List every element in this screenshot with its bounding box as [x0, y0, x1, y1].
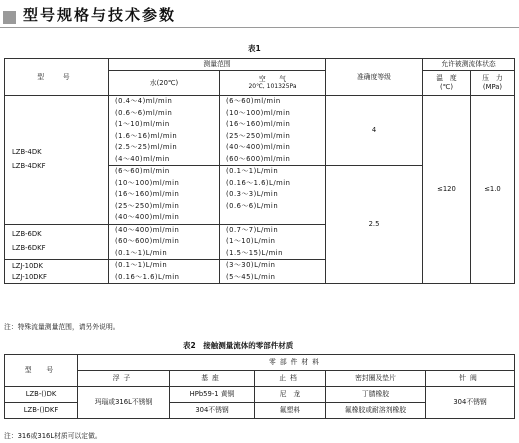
air-range-cell	[220, 224, 326, 260]
range-value: (10～100)ml/min	[115, 178, 180, 187]
spec-table	[4, 58, 515, 284]
pressure-value: ≤1.0	[471, 96, 515, 284]
page-title: 型号规格与技术参数	[23, 6, 177, 24]
header-square-icon	[3, 11, 16, 24]
model-cell: LZB-()DKF	[5, 403, 78, 419]
range-value: (4～40)ml/min	[115, 154, 170, 163]
model-label: LZJ-10DKF	[12, 272, 47, 281]
header-water: 水(20℃)	[109, 71, 220, 96]
model-label: LZJ-10DK	[12, 261, 43, 270]
header-temperature	[423, 71, 471, 96]
range-value: (0.1～1)L/min	[115, 248, 168, 257]
header-model: 型 号	[5, 59, 109, 96]
float-material: 玛瑙或316L不锈钢	[78, 387, 170, 419]
model-label: LZB-4DK	[12, 148, 42, 157]
header-base: 基座	[170, 371, 255, 387]
range-value: (6～60)ml/min	[226, 97, 281, 105]
range-value: (0.7～7)L/min	[226, 225, 279, 234]
range-value: (2.5～25)ml/min	[115, 143, 178, 151]
range-value	[220, 212, 325, 224]
base-material: 304不锈钢	[170, 403, 255, 419]
header-air-condition: 20℃, 101325Pa	[248, 83, 297, 91]
range-value: (0.6～6)L/min	[226, 201, 279, 210]
range-value: (0.4～4)ml/min	[115, 97, 173, 105]
header-stop: 止档	[255, 371, 326, 387]
header-temperature-label: 温 度	[436, 74, 457, 83]
range-value: (16～160)ml/min	[115, 190, 180, 198]
range-value: (0.1～1)L/min	[115, 261, 168, 269]
range-value: (60～600)ml/min	[115, 237, 180, 245]
range-value: (3～30)L/min	[226, 261, 276, 269]
water-range-cell	[109, 224, 220, 260]
stop-material: 氟塑料	[255, 403, 326, 419]
header-model: 型 号	[5, 355, 78, 387]
range-value: (40～400)ml/min	[115, 225, 180, 234]
range-value: (0.3～3)L/min	[226, 190, 279, 198]
header-accuracy: 准确度等级	[326, 59, 423, 96]
model-label: LZB-6DK	[12, 230, 42, 239]
range-value: (0.1～1)L/min	[226, 167, 279, 175]
header-pressure	[471, 71, 515, 96]
accuracy-class-2-5: 2.5	[326, 166, 423, 284]
header-allowed-state: 允许被测流体状态	[423, 59, 515, 71]
valve-material: 304不锈钢	[426, 387, 515, 419]
air-range-cell	[220, 260, 326, 284]
air-range-cell	[220, 166, 326, 225]
range-value: (0.6～6)ml/min	[115, 108, 173, 117]
header-temperature-unit: (℃)	[440, 83, 453, 91]
range-value: (40～400)ml/min	[226, 143, 291, 151]
base-material: HPb59-1 黄铜	[170, 387, 255, 403]
table2-note: 注：316或316L材质可以定做。	[4, 432, 102, 440]
range-value: (1～10)ml/min	[115, 120, 170, 128]
header-parts: 零部件材料	[78, 355, 515, 371]
temperature-value: ≤120	[423, 96, 471, 284]
water-range-cell	[109, 260, 220, 284]
range-value: (0.16～1.6)L/min	[226, 178, 291, 187]
range-value: (6～60)ml/min	[115, 167, 170, 175]
model-label: LZB-6DKF	[12, 244, 46, 253]
air-range-cell	[220, 96, 326, 166]
range-value: (1～10)L/min	[226, 237, 276, 245]
range-value: (1.5～15)L/min	[226, 248, 283, 257]
header-air-label: 空 气	[258, 74, 287, 83]
range-value: (25～250)ml/min	[115, 201, 180, 210]
range-value: (5～45)L/min	[226, 272, 276, 281]
header-air	[220, 71, 326, 96]
header-range: 测量范围	[109, 59, 326, 71]
model-cell-group-c	[5, 260, 109, 284]
range-value: (16～160)ml/min	[226, 120, 291, 128]
model-label: LZB-4DKF	[12, 162, 46, 171]
header-rule	[0, 27, 519, 28]
header-seal: 密封圈及垫片	[326, 371, 426, 387]
section-header	[0, 0, 519, 28]
range-value: (10～100)ml/min	[226, 108, 291, 117]
range-value: (1.6～16)ml/min	[115, 131, 178, 140]
table1-note: 注：特殊流量测量范围，请另外说明。	[4, 323, 120, 331]
table1-caption: 表1	[248, 44, 261, 53]
model-cell: LZB-()DK	[5, 387, 78, 403]
header-pressure-unit: (MPa)	[482, 83, 503, 91]
seal-material: 丁腈橡胶	[326, 387, 426, 403]
range-value: (0.16～1.6)L/min	[115, 272, 180, 281]
stop-material: 尼 龙	[255, 387, 326, 403]
range-value: (25～250)ml/min	[226, 131, 291, 140]
water-range-cell	[109, 166, 220, 225]
header-pressure-label: 压 力	[482, 74, 503, 83]
accuracy-class-4: 4	[326, 96, 423, 166]
materials-table	[4, 354, 515, 419]
water-range-cell	[109, 96, 220, 166]
header-float: 浮子	[78, 371, 170, 387]
header-needle-valve: 针阀	[426, 371, 515, 387]
range-value: (40～400)ml/min	[115, 213, 180, 221]
table2-caption: 表2 接触测量流体的零部件材质	[183, 341, 294, 350]
model-cell-group-b	[5, 224, 109, 260]
model-cell-group-a	[5, 96, 109, 225]
seal-material: 氟橡胶或耐溶剂橡胶	[326, 403, 426, 419]
range-value: (60～600)ml/min	[226, 154, 291, 163]
